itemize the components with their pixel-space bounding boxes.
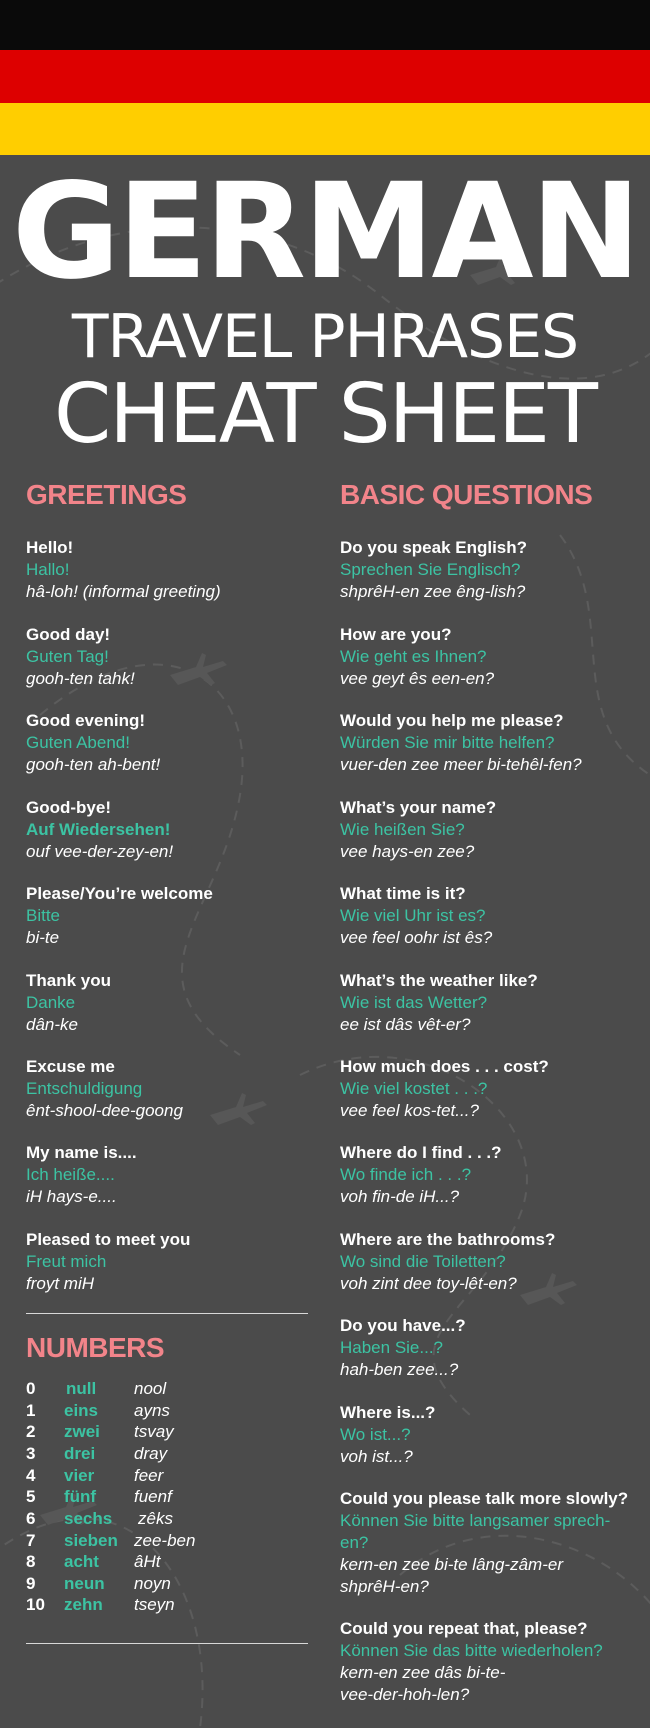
phrase-german: Wo ist...? bbox=[340, 1425, 411, 1444]
question-item bbox=[340, 710, 650, 776]
greeting-item bbox=[26, 970, 336, 1036]
phrase-german: Wie ist das Wetter? bbox=[340, 993, 488, 1012]
question-item bbox=[340, 1142, 650, 1208]
phrase-german: Können Sie bitte langsamer sprech- bbox=[340, 1511, 611, 1530]
number-pronunciation: zêks bbox=[138, 1509, 173, 1528]
number-row bbox=[26, 1465, 306, 1487]
phrase-german: Wie geht es Ihnen? bbox=[340, 647, 487, 666]
phrase-german: Auf Wiedersehen! bbox=[26, 820, 171, 839]
phrase-english: How are you? bbox=[340, 625, 452, 644]
phrase-pronunciation: shprêH-en? bbox=[340, 1577, 429, 1596]
number-row bbox=[26, 1508, 306, 1530]
greetings-heading: GREETINGS bbox=[26, 479, 187, 510]
phrase-pronunciation: vuer-den zee meer bi-tehêl-fen? bbox=[340, 755, 582, 774]
phrase-german: Ich heiße.... bbox=[26, 1165, 115, 1184]
greeting-item bbox=[26, 710, 336, 776]
phrase-german: Wie viel kostet . . .? bbox=[340, 1079, 488, 1098]
number-word: fünf bbox=[64, 1487, 97, 1506]
greeting-item bbox=[26, 1056, 336, 1122]
number-row bbox=[26, 1443, 306, 1465]
phrase-pronunciation: gooh-ten ah-bent! bbox=[26, 755, 161, 774]
phrase-pronunciation: kern-en zee dâs bi-te- bbox=[340, 1663, 506, 1682]
phrase-german: Wo finde ich . . .? bbox=[340, 1165, 472, 1184]
number-pronunciation: ayns bbox=[134, 1401, 170, 1420]
section-divider bbox=[26, 1643, 308, 1644]
number-digit: 7 bbox=[26, 1531, 36, 1550]
number-digit: 9 bbox=[26, 1574, 36, 1593]
phrase-pronunciation: ee ist dâs vêt-er? bbox=[340, 1015, 471, 1034]
phrase-pronunciation: vee hays-en zee? bbox=[340, 842, 475, 861]
phrase-english: Do you have...? bbox=[340, 1316, 466, 1335]
phrase-pronunciation: ênt-shool-dee-goong bbox=[26, 1101, 183, 1120]
number-pronunciation: âHt bbox=[134, 1552, 161, 1571]
number-digit: 5 bbox=[26, 1487, 36, 1506]
phrase-english: Good evening! bbox=[26, 711, 145, 730]
question-item bbox=[340, 1402, 650, 1468]
number-word: neun bbox=[64, 1574, 105, 1593]
number-row bbox=[26, 1421, 306, 1443]
number-row bbox=[26, 1530, 306, 1552]
number-pronunciation: dray bbox=[134, 1444, 168, 1463]
phrase-german: Hallo! bbox=[26, 560, 70, 579]
greeting-item bbox=[26, 1142, 336, 1208]
phrase-pronunciation: voh fin-de iH...? bbox=[340, 1187, 460, 1206]
number-row bbox=[26, 1594, 306, 1616]
number-pronunciation: zee-ben bbox=[134, 1531, 196, 1550]
number-digit: 4 bbox=[26, 1466, 36, 1485]
number-digit: 0 bbox=[26, 1379, 36, 1398]
phrase-english: What’s the weather like? bbox=[340, 971, 538, 990]
phrase-pronunciation: hah-ben zee...? bbox=[340, 1360, 459, 1379]
phrase-english: My name is.... bbox=[26, 1143, 137, 1162]
phrase-german: Können Sie das bitte wiederholen? bbox=[340, 1641, 603, 1660]
phrase-german: Sprechen Sie Englisch? bbox=[340, 560, 521, 579]
question-item bbox=[340, 1229, 650, 1295]
phrase-pronunciation: dân-ke bbox=[26, 1015, 78, 1034]
phrase-german: Entschuldigung bbox=[26, 1079, 143, 1098]
phrase-english: Thank you bbox=[26, 971, 112, 990]
phrase-english: Do you speak English? bbox=[340, 538, 528, 557]
number-digit: 10 bbox=[26, 1595, 45, 1614]
phrase-pronunciation: froyt miH bbox=[26, 1274, 94, 1293]
phrase-english: Good-bye! bbox=[26, 798, 111, 817]
flag-stripe-gold bbox=[0, 103, 650, 155]
number-row bbox=[26, 1551, 306, 1573]
number-word: acht bbox=[64, 1552, 99, 1571]
phrase-pronunciation: shprêH-en zee êng-lish? bbox=[340, 582, 526, 601]
phrase-english: What’s your name? bbox=[340, 798, 497, 817]
greeting-item bbox=[26, 797, 336, 863]
number-word: vier bbox=[64, 1466, 95, 1485]
question-item bbox=[340, 970, 650, 1036]
phrase-german: Wo sind die Toiletten? bbox=[340, 1252, 506, 1271]
number-word: null bbox=[66, 1379, 97, 1398]
number-pronunciation: feer bbox=[134, 1466, 164, 1485]
flag-stripe-black bbox=[0, 0, 650, 50]
number-word: sechs bbox=[64, 1509, 113, 1528]
number-digit: 3 bbox=[26, 1444, 36, 1463]
phrase-pronunciation: ouf vee-der-zey-en! bbox=[26, 842, 174, 861]
greeting-item bbox=[26, 883, 336, 949]
number-pronunciation: fuenf bbox=[134, 1487, 172, 1506]
title-travel-phrases: TRAVEL PHRASES bbox=[71, 302, 579, 372]
phrase-pronunciation: voh ist...? bbox=[340, 1447, 413, 1466]
phrase-english: Excuse me bbox=[26, 1057, 115, 1076]
phrase-english: Where are the bathrooms? bbox=[340, 1230, 556, 1249]
phrase-pronunciation: iH hays-e.... bbox=[26, 1187, 117, 1206]
phrase-german: Wie viel Uhr ist es? bbox=[340, 906, 486, 925]
phrase-german: Bitte bbox=[26, 906, 61, 925]
question-item bbox=[340, 883, 650, 949]
phrase-german: Wie heißen Sie? bbox=[340, 820, 465, 839]
question-item bbox=[340, 624, 650, 690]
phrase-german: Guten Tag! bbox=[26, 647, 109, 666]
number-row bbox=[26, 1378, 306, 1400]
number-digit: 2 bbox=[26, 1422, 36, 1441]
number-word: drei bbox=[64, 1444, 96, 1463]
phrase-german: Guten Abend! bbox=[26, 733, 130, 752]
phrase-english: Could you repeat that, please? bbox=[340, 1619, 588, 1638]
number-row bbox=[26, 1400, 306, 1422]
phrase-german: Danke bbox=[26, 993, 76, 1012]
phrase-german: Freut mich bbox=[26, 1252, 107, 1271]
number-digit: 6 bbox=[26, 1509, 36, 1528]
phrase-pronunciation: vee feel oohr ist ês? bbox=[340, 928, 493, 947]
phrase-german: Haben Sie...? bbox=[340, 1338, 444, 1357]
phrase-english: Where do I find . . .? bbox=[340, 1143, 502, 1162]
number-word: zwei bbox=[64, 1422, 100, 1441]
phrase-pronunciation: hâ-loh! (informal greeting) bbox=[26, 582, 221, 601]
question-item bbox=[340, 537, 650, 603]
basic-questions-heading: BASIC QUESTIONS bbox=[340, 479, 593, 510]
phrase-pronunciation: bi-te bbox=[26, 928, 60, 947]
number-digit: 1 bbox=[26, 1401, 36, 1420]
number-pronunciation: tseyn bbox=[134, 1595, 175, 1614]
section-divider bbox=[26, 1313, 308, 1314]
phrase-english: Pleased to meet you bbox=[26, 1230, 191, 1249]
greeting-item bbox=[26, 537, 336, 603]
numbers-heading: NUMBERS bbox=[26, 1332, 165, 1363]
title-german: GERMAN bbox=[11, 155, 639, 309]
question-item bbox=[340, 1618, 650, 1706]
number-digit: 8 bbox=[26, 1552, 36, 1571]
phrase-english: How much does . . . cost? bbox=[340, 1057, 549, 1076]
phrase-english: Good day! bbox=[26, 625, 111, 644]
phrase-german: en? bbox=[340, 1533, 369, 1552]
phrase-english: Where is...? bbox=[340, 1403, 436, 1422]
question-item bbox=[340, 1056, 650, 1122]
greeting-item bbox=[26, 624, 336, 690]
phrase-german: Würden Sie mir bitte helfen? bbox=[340, 733, 555, 752]
number-word: zehn bbox=[64, 1595, 103, 1614]
question-item bbox=[340, 797, 650, 863]
number-row bbox=[26, 1486, 306, 1508]
phrase-english: Hello! bbox=[26, 538, 74, 557]
phrase-english: Please/You’re welcome bbox=[26, 884, 213, 903]
phrase-pronunciation: vee geyt ês een-en? bbox=[340, 669, 495, 688]
number-pronunciation: nool bbox=[134, 1379, 167, 1398]
title-cheat-sheet: CHEAT SHEET bbox=[53, 367, 597, 462]
phrase-pronunciation: vee-der-hoh-len? bbox=[340, 1685, 470, 1704]
number-pronunciation: tsvay bbox=[134, 1422, 174, 1441]
phrase-english: Could you please talk more slowly? bbox=[340, 1489, 629, 1508]
number-word: sieben bbox=[64, 1531, 118, 1550]
greeting-item bbox=[26, 1229, 336, 1295]
number-pronunciation: noyn bbox=[134, 1574, 171, 1593]
phrase-pronunciation: gooh-ten tahk! bbox=[26, 669, 135, 688]
phrase-pronunciation: vee feel kos-tet...? bbox=[340, 1101, 479, 1120]
phrase-english: What time is it? bbox=[340, 884, 466, 903]
number-row bbox=[26, 1573, 306, 1595]
number-word: eins bbox=[64, 1401, 99, 1420]
phrase-pronunciation: kern-en zee bi-te lâng-zâm-er bbox=[340, 1555, 563, 1574]
question-item bbox=[340, 1315, 650, 1381]
question-item bbox=[340, 1488, 650, 1598]
phrase-english: Would you help me please? bbox=[340, 711, 564, 730]
phrase-pronunciation: voh zint dee toy-lêt-en? bbox=[340, 1274, 517, 1293]
flag-stripe-red bbox=[0, 50, 650, 103]
